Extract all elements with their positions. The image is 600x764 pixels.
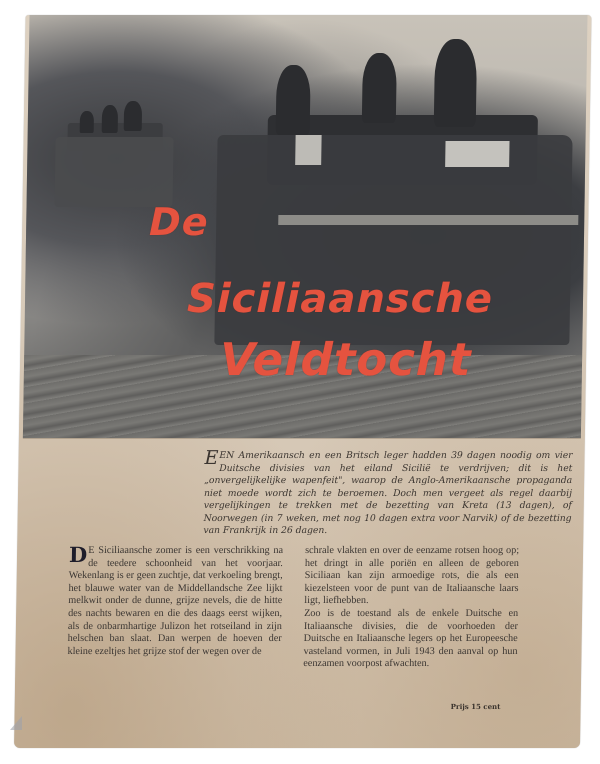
intro-text: EN Amerikaansch en een Britsch leger hadden 39 dagen noodig om vier Duitsche divisies van het eiland Sicilië te verdrijven; dit is het „onvergelijkelijke wapenfeit", waarop de Anglo-Amerikaansche propaganda niet moede wordt zich te beroemen. Doch men vergeet als regel daarbij vergelijkingen te trekken met de bezetting van Kreta (13 dagen), of Noorwegen (in 7 weken, met nog 10 dagen extra voor Narvik) of de bezetting van Frankrijk in 26 dagen. bbox=[203, 450, 573, 536]
crew-figure bbox=[124, 101, 142, 131]
crew-figure bbox=[434, 39, 477, 127]
title-line-2: Siciliaansche bbox=[186, 276, 494, 322]
title-line-1: De bbox=[148, 200, 209, 244]
torn-corner bbox=[10, 716, 22, 730]
column-2-paragraph-2: Zoo is de toestand als de enkele Duitsche en Italiaansche divisies, die de voorhoeden der Duitsche en Italiaansche legers op het Europeesche vasteland vormen, in Juli 1943 den aanval op hun eenzamen voorpost afwachten. bbox=[303, 607, 519, 670]
tank-fender bbox=[278, 215, 578, 225]
column-2-paragraph-1: schrale vlakten en over de eenzame rotsen hoog op; het dringt in alle poriën en alleen de geboren Siciliaan kan zijn armoedige rots, die als een kiezelsteen voor de punt van de Italiaansche laars ligt, liefhebben. bbox=[304, 545, 520, 607]
crew-figure bbox=[276, 65, 311, 135]
intro-paragraph bbox=[203, 447, 573, 538]
body-drop-cap: D bbox=[68, 542, 88, 567]
cover-photo bbox=[23, 15, 588, 438]
crew-figure bbox=[80, 111, 94, 133]
intro-drop-cap: E bbox=[204, 447, 219, 469]
column-1-text: E Siciliaansche zomer is een verschrikking na de teedere schoonheid van het voorjaar. Wekenlang is er geen zuchtje, dat verkoeling brengt, het blauwe water van de Middellandsche Zee lijkt melkwit onder de dunne, grijze nevels, die de hitte des nachts bewaren en die des daags eerst wijken, als de onbarmhartige Julizon het rotseiland in zijn helschen ban slaat. Dan werpen de hoeven der kleine ezeltjes het grijze stof der wegen over de bbox=[67, 545, 284, 657]
fold-line bbox=[23, 438, 581, 439]
column-2 bbox=[303, 545, 519, 671]
title-line-3: Veldtocht bbox=[219, 333, 472, 386]
column-1 bbox=[67, 542, 284, 658]
crew-figure bbox=[102, 105, 118, 133]
tank-hatch bbox=[445, 141, 509, 167]
tank-hatch bbox=[295, 135, 321, 165]
background-tank bbox=[54, 137, 173, 207]
crew-figure bbox=[362, 53, 397, 123]
price-label: Prijs 15 cent bbox=[450, 702, 501, 711]
leaflet-page bbox=[14, 15, 592, 748]
